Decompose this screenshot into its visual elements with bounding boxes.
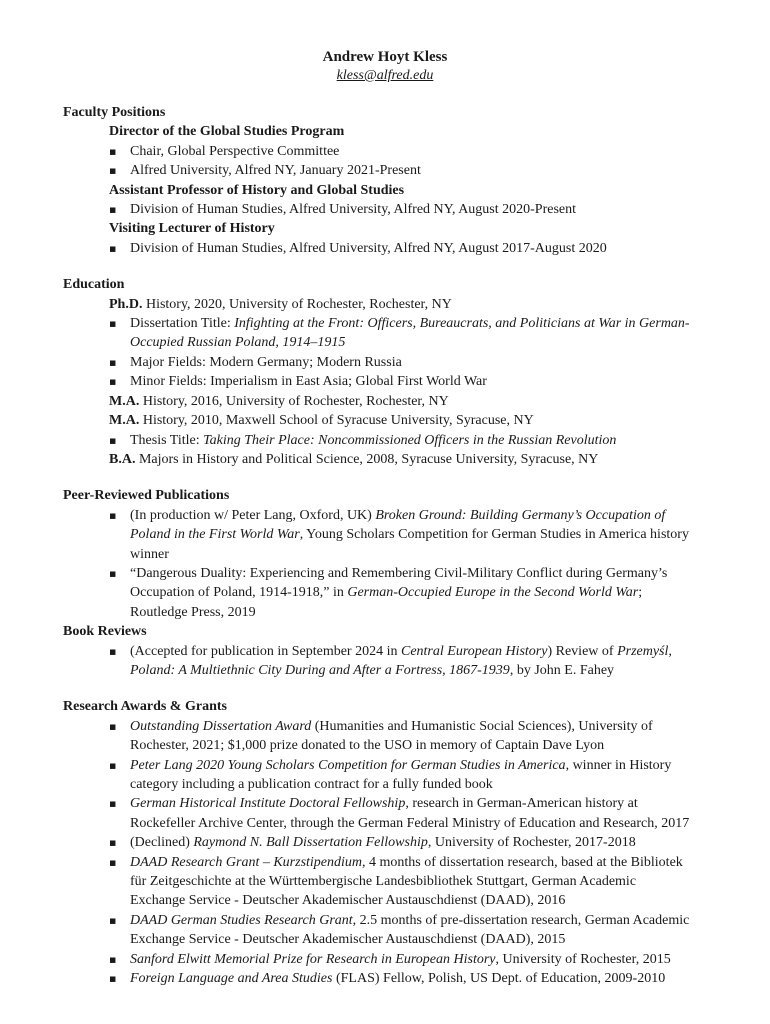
list-item <box>63 969 693 988</box>
section-title: Research Awards & Grants <box>63 699 227 715</box>
position-title: Visiting Lecturer of History <box>109 221 275 237</box>
list-item <box>63 853 693 911</box>
dissertation-label: Dissertation Title: <box>130 316 235 332</box>
award-name: DAAD German Studies Research Grant <box>130 912 353 928</box>
publication-list <box>63 506 693 622</box>
degree-details <box>63 314 693 392</box>
review-book-title: Przemyśl, Poland: A Multiethnic City During and After a Fortress, 1867-1939 <box>130 643 672 678</box>
review-prefix: (Accepted for publication in September 2024 in <box>130 643 401 659</box>
pub-title: German-Occupied Europe in the Second World War <box>347 585 639 601</box>
section-publications <box>63 486 693 622</box>
section-book-reviews <box>63 622 693 680</box>
section-education <box>63 275 693 469</box>
pub-suffix: , Young Scholars Competition for German Studies in America history winner <box>130 527 689 562</box>
review-list <box>63 642 693 681</box>
award-text: , 4 months of dissertation research, based at the Bibliotek für Zeitgeschichte at the Württembergische Landesbibliothek Stuttgart, German Academic Exchange Service - Deutscher Akademischer Austauschdienst (DAAD), 2016 <box>130 854 683 909</box>
list-item <box>63 911 693 950</box>
list-item <box>63 794 693 833</box>
list-item: ▪ Chair, Global Perspective Committee <box>63 142 693 161</box>
list-item <box>63 431 693 450</box>
position-details <box>63 142 693 181</box>
degree-label: M.A. <box>109 393 140 409</box>
list-item <box>63 833 693 852</box>
position-title: Assistant Professor of History and Global Studies <box>109 182 405 198</box>
pub-title: Broken Ground: Building Germany’s Occupation of Poland in the First World War <box>130 507 666 543</box>
award-prefix: (Declined) <box>130 835 194 851</box>
position-details <box>63 200 693 219</box>
list-item: ▪ Division of Human Studies, Alfred University, Alfred NY, August 2020-Present <box>63 200 693 219</box>
dissertation-title: Infighting at the Front: Officers, Bureaucrats, and Politicians at War in German-Occupied Russian Poland, 1914–1915 <box>130 316 690 351</box>
list-item <box>63 717 693 756</box>
degree-phd <box>109 295 693 314</box>
section-title: Book Reviews <box>63 624 147 640</box>
award-name: Peter Lang 2020 Young Scholars Competition for German Studies in America <box>130 757 566 773</box>
award-name: German Historical Institute Doctoral Fellowship <box>130 796 406 812</box>
pub-prefix: (In production w/ Peter Lang, Oxford, UK) <box>130 507 376 523</box>
award-name: Sanford Elwitt Memorial Prize for Research in European History <box>130 951 496 967</box>
award-name: DAAD Research Grant – Kurzstipendium <box>130 854 363 870</box>
degree-label: B.A. <box>109 451 136 467</box>
cv-content <box>63 103 693 988</box>
section-awards <box>63 697 693 988</box>
review-suffix: , by John E. Fahey <box>509 662 615 678</box>
section-title: Peer-Reviewed Publications <box>63 488 230 504</box>
degree-ba <box>109 450 693 469</box>
award-text: , 2.5 months of pre-dissertation research, German Academic Exchange Service - Deutscher Akademischer Austauschdienst (DAAD), 2015 <box>130 912 690 948</box>
list-item <box>63 756 693 795</box>
cv-header <box>0 47 770 85</box>
award-text: (FLAS) Fellow, Polish, US Dept. of Education, 2009-2010 <box>332 971 666 987</box>
pub-prefix: “Dangerous Duality: Experiencing and Remembering Civil-Military Conflict during Germany’s Occupation of Poland, 1914-1918,” in <box>130 565 668 601</box>
position-details <box>63 239 693 258</box>
review-journal: Central European History <box>400 643 548 659</box>
list-item: ▪ Minor Fields: Imperialism in East Asia; Global First World War <box>63 372 693 391</box>
list-item <box>63 506 693 564</box>
list-item <box>63 564 693 622</box>
list-item <box>63 950 693 969</box>
review-mid: ) Review of <box>547 643 618 659</box>
award-text: , University of Rochester, 2017-2018 <box>427 835 636 851</box>
degree-text: History, 2010, Maxwell School of Syracuse University, Syracuse, NY <box>139 413 534 429</box>
thesis-title: Taking Their Place: Noncommissioned Officers in the Russian Revolution <box>203 432 617 448</box>
degree-text: Majors in History and Political Science, 2008, Syracuse University, Syracuse, NY <box>135 451 599 467</box>
degree-ma <box>109 392 693 411</box>
award-text: (Humanities and Humanistic Social Sciences), University of Rochester, 2021; $1,000 prize donated to the USO in memory of Captain Dave Lyon <box>130 718 653 754</box>
list-item: ▪ Division of Human Studies, Alfred University, Alfred NY, August 2017-August 2020 <box>63 239 693 258</box>
degree-ma <box>109 411 693 430</box>
award-list <box>63 717 693 989</box>
section-title: Faculty Positions <box>63 105 166 120</box>
section-title: Education <box>63 277 125 293</box>
degree-label: M.A. <box>109 413 140 429</box>
list-item: ▪ Major Fields: Modern Germany; Modern Russia <box>63 353 693 372</box>
position-title: Director of the Global Studies Program <box>109 124 345 140</box>
list-item <box>63 314 693 353</box>
degree-text: History, 2016, University of Rochester, Rochester, NY <box>139 393 449 409</box>
list-item: ▪ Alfred University, Alfred NY, January 2021-Present <box>63 161 693 180</box>
award-text: , winner in History category including a publication contract for a fully funded book <box>130 757 672 792</box>
degree-label: Ph.D. <box>109 296 143 312</box>
section-faculty-positions <box>63 103 693 258</box>
author-name: Andrew Hoyt Kless <box>322 49 448 65</box>
award-name: Outstanding Dissertation Award <box>130 718 312 734</box>
degree-details <box>63 431 693 450</box>
award-text: , research in German-American history at Rockefeller Archive Center, through the German Federal Ministry of Education and Research, 2017 <box>130 796 690 831</box>
award-name: Foreign Language and Area Studies <box>130 971 333 987</box>
list-item <box>63 642 693 681</box>
degree-text: History, 2020, University of Rochester, Rochester, NY <box>142 296 452 312</box>
thesis-label: Thesis Title: <box>130 432 204 448</box>
pub-suffix: ; Routledge Press, 2019 <box>130 585 643 620</box>
author-email-link[interactable]: kless@alfred.edu <box>336 68 434 83</box>
award-name: Raymond N. Ball Dissertation Fellowship <box>193 835 428 851</box>
award-text: , University of Rochester, 2015 <box>495 951 671 967</box>
